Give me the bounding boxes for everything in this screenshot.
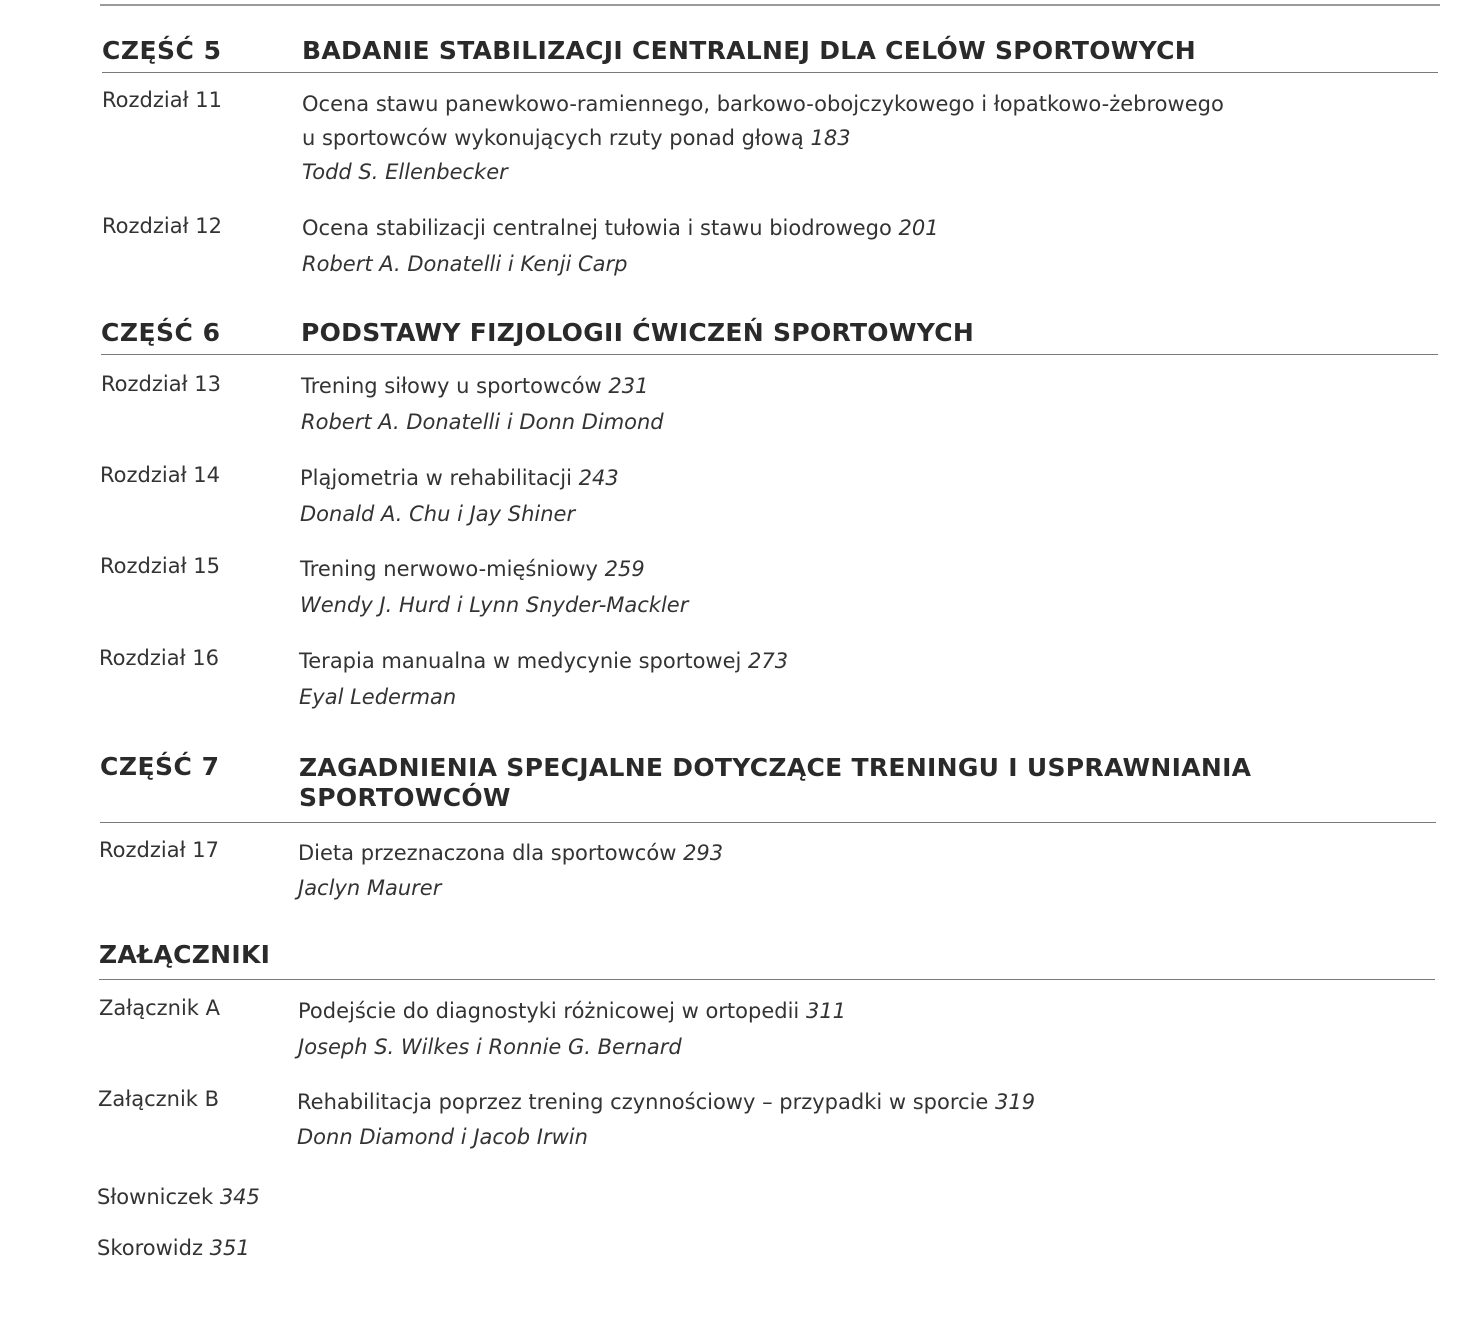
part-title: PODSTAWY FIZJOLOGII ĆWICZEŃ SPORTOWYCH [301, 318, 975, 347]
part-title: ZAŁĄCZNIKI [99, 940, 271, 969]
chapter-label: Rozdział 17 [99, 838, 219, 862]
appendix-title [297, 1085, 1297, 1119]
chapter-title-line [302, 211, 1302, 245]
chapter-title [300, 552, 1300, 586]
chapter-label: Rozdział 16 [99, 646, 219, 670]
part-number: CZĘŚĆ 5 [102, 36, 222, 65]
top-rule [100, 4, 1440, 6]
chapter-title-text: u sportowców wykonujących rzuty ponad głową [302, 126, 804, 150]
appendix-title [298, 994, 1298, 1028]
chapter-title-line [302, 121, 1302, 155]
part-title-line: SPORTOWCÓW [299, 783, 511, 812]
appendix-authors: Donn Diamond i Jacob Irwin [297, 1125, 588, 1149]
chapter-authors: Eyal Lederman [299, 685, 457, 709]
appendix-label: Załącznik B [98, 1087, 220, 1111]
chapter-title [300, 461, 1300, 495]
glossary-entry [97, 1185, 260, 1209]
part-rule [99, 979, 1435, 980]
chapter-label: Rozdział 14 [100, 463, 220, 487]
chapter-authors: Robert A. Donatelli i Donn Dimond [301, 410, 664, 434]
appendix-authors: Joseph S. Wilkes i Ronnie G. Bernard [298, 1035, 682, 1059]
page-number: 273 [748, 649, 789, 673]
chapter-label: Rozdział 11 [102, 88, 222, 112]
page-number: 319 [995, 1090, 1036, 1114]
chapter-title [302, 211, 1302, 245]
part-rule [102, 72, 1438, 73]
index-label: Skorowidz [97, 1236, 203, 1260]
chapter-authors: Wendy J. Hurd i Lynn Snyder-Mackler [300, 593, 689, 617]
page-number: 345 [219, 1185, 260, 1209]
page-number: 311 [805, 999, 847, 1023]
page-number: 351 [209, 1236, 250, 1260]
part-title-line: ZAGADNIENIA SPECJALNE DOTYCZĄCE TRENINGU I USPRAWNIANIA [299, 753, 1252, 782]
appendix-title-line [298, 994, 1298, 1028]
glossary-label: Słowniczek [97, 1185, 214, 1209]
chapter-label: Rozdział 13 [101, 372, 221, 396]
chapter-title-line [300, 552, 1300, 586]
chapter-title-line [301, 369, 1301, 403]
chapter-title-text: Ocena stabilizacji centralnej tułowia i stawu biodrowego [302, 216, 892, 240]
appendix-title-text: Rehabilitacja poprzez trening czynnościowy – przypadki w sporcie [297, 1090, 989, 1114]
chapter-label: Rozdział 12 [102, 214, 222, 238]
part-rule [101, 354, 1438, 355]
chapter-title-text: Trening siłowy u sportowców [301, 374, 602, 398]
chapter-title-text: Dieta przeznaczona dla sportowców [298, 841, 677, 865]
appendix-label: Załącznik A [99, 996, 221, 1020]
chapter-title [302, 87, 1302, 155]
page-number: 259 [604, 557, 645, 581]
chapter-title [298, 836, 1298, 870]
appendix-title-line [297, 1085, 1297, 1119]
chapter-title-line [298, 836, 1298, 870]
chapter-title-line: Ocena stawu panewkowo-ramiennego, barkowo-obojczykowego i łopatkowo-żebrowego [302, 92, 1224, 116]
chapter-title-text: Terapia manualna w medycynie sportowej [299, 649, 742, 673]
part-rule [100, 822, 1436, 823]
chapter-title-text: Trening nerwowo-mięśniowy [300, 557, 598, 581]
chapter-authors: Todd S. Ellenbecker [302, 160, 508, 184]
chapter-authors: Jaclyn Maurer [298, 876, 442, 900]
chapter-authors: Donald A. Chu i Jay Shiner [300, 502, 576, 526]
index-entry [97, 1236, 250, 1260]
chapter-title-line [300, 461, 1300, 495]
chapter-title-text: Pląjometria w rehabilitacji [300, 466, 572, 490]
chapter-authors: Robert A. Donatelli i Kenji Carp [302, 252, 628, 276]
page-number: 231 [608, 374, 649, 398]
chapter-title [299, 644, 1299, 678]
part-title: BADANIE STABILIZACJI CENTRALNEJ DLA CELÓW SPORTOWYCH [302, 36, 1197, 65]
page-number: 201 [898, 216, 939, 240]
part-title [299, 753, 1299, 813]
chapter-label: Rozdział 15 [100, 554, 220, 578]
appendix-title-text: Podejście do diagnostyki różnicowej w ortopedii [298, 999, 800, 1023]
page-number: 243 [578, 466, 619, 490]
chapter-title [301, 369, 1301, 403]
page-number: 293 [683, 841, 724, 865]
part-number: CZĘŚĆ 7 [100, 752, 220, 781]
page-number: 183 [810, 126, 851, 150]
part-number: CZĘŚĆ 6 [101, 318, 221, 347]
chapter-title-line [299, 644, 1299, 678]
